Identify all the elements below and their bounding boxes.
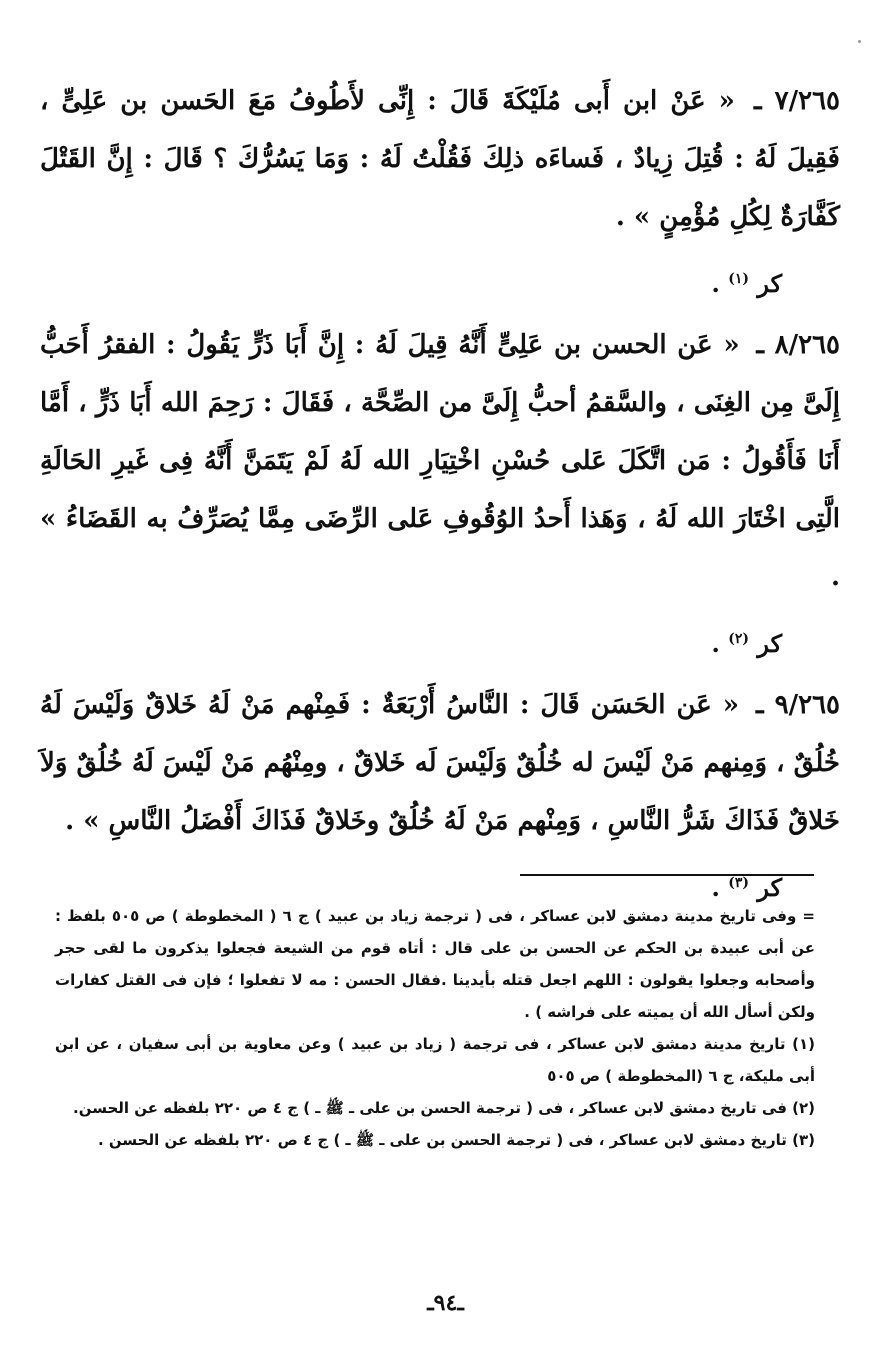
footnote-item: (١) تاريخ مدينة دمشق لابن عساكر ، فى ترجمة ( زياد بن عبيد ) وعن معاوية بن أبى سفيان ، عن ابن أبى مليكة، ج ٦ (المخطوطة ) ص ٥٠٥ (55, 1035, 815, 1085)
source-reference: كر $^{(٣)}$ . (711, 873, 782, 902)
source-abbrev: كر (757, 269, 782, 298)
hadith-text: « عَنْ ابن أَبى مُلَيْكَةَ قَالَ : إِنِّى لأَطُوفُ مَعَ الحَسن بن عَلِىٍّ ، فَقِيلَ لَهُ : قُتِلَ زِيادٌ ، فَساءَه ذلِكَ فَقُلْتُ لَهُ : وَمَا يَسُرُّكَ ؟ قَالَ : إِنَّ القَتْلَ كَفَّارَةٌ لِكُلِ مُؤْمِنٍ » . (40, 86, 840, 232)
source-abbrev: كر (757, 873, 782, 902)
hadith-entry (40, 676, 840, 850)
hadith-number: ٧/٢٦٥ ـ (753, 86, 840, 116)
hadith-text: « عَن الحسن بن عَلِىٍّ أَنَّهُ قِيلَ لَهُ : إِنَّ أَبَا ذَرٍّ يَقُولُ : الفقرُ أَحَبُّ إِلَىَّ مِن الغِنَى ، والسَّقمُ أحبُّ إِلَىَّ من الصِّحَّة ، فَقَالَ : رَحِمَ الله أَبَا ذَرٍّ ، أَمَّا أَنَا فَأَقُولُ : مَن اتَّكَلَ عَلى حُسْنِ اخْتِيَارِ الله لَهُ لَمْ يَتَمَنَّ أَنَّهُ فِى غَيرِ الحَالَةِ الَّتِى اخْتَارَ الله لَهُ ، وَهَذا أَحدُ الوُقُوفِ عَلى الرِّضَى مِمَّا يُصَرِّفُ به القَضَاءُ » . (40, 330, 840, 592)
footnote-continuation: = وفى تاريخ مدينة دمشق لابن عساكر ، فى ( ترجمة زياد بن عبيد ) ج ٦ ( المخطوطة ) ص ٥٠٥ بلفظ : عن أبى عبيدة بن الحكم عن الحسن بن على قال : أتاه قوم من الشيعة فجعلوا يذكرون ما لقى حجر وأصحابه وجعلوا يقولون : اللهم اجعل قتله بأيدينا .فقال الحسن : مه لا تفعلوا ؛ فإن فى القتل كفارات ولكن أسأل الله أن يميته على فراشه ) . (55, 907, 815, 1021)
footnotes (55, 900, 815, 1156)
main-text (40, 72, 840, 920)
footnote-marker: (٢) (728, 631, 749, 647)
hadith-number: ٩/٢٦٥ ـ (756, 690, 840, 720)
hadith-entry (40, 72, 840, 246)
footnote-item: (٢) فى تاريخ دمشق لابن عساكر ، فى ( ترجمة الحسن بن على ـ ﷺ ـ ) ج ٤ ص ٢٢٠ بلفظه عن الحسن. (73, 1099, 815, 1117)
footnote-divider (520, 874, 814, 876)
hadith-number: ٨/٢٦٥ ـ (756, 330, 841, 360)
source-abbrev: كر (757, 629, 782, 658)
footnote-marker: (٣) (728, 875, 749, 891)
source-reference: كر $^{(٢)}$ . (711, 629, 782, 658)
footnote-item: (٣) تاريخ دمشق لابن عساكر ، فى ( ترجمة الحسن بن على ـ ﷺ ـ ) ج ٤ ص ٢٢٠ بلفظه عن الحسن . (97, 1131, 815, 1149)
footnote-marker: (١) (728, 271, 749, 287)
source-reference: كر $^{(١)}$ . (711, 269, 782, 298)
page-speck (858, 40, 861, 43)
hadith-entry (40, 316, 840, 606)
hadith-text: « عَن الحَسَن قَالَ : النَّاسُ أَرْبَعَةٌ : فَمِنْهم مَنْ لَهُ خَلاقٌ وَلَيْسَ لَهُ خُلُقٌ ، وَمِنهم مَنْ لَيْسَ له خُلُقٌ وَلَيْسَ لَه خَلاقٌ ، ومِنْهُم مَنْ لَيْسَ لَهُ خُلُقٌ وَلاَ خَلاقٌ فَذَاكَ شَرُّ النَّاسِ ، وَمِنْهم مَنْ لَهُ خُلُقٌ وخَلاقٌ فَذَاكَ أَفْضَلُ النَّاسِ » . (40, 690, 840, 836)
page-number: ـ٩٤ـ (427, 1290, 464, 1316)
